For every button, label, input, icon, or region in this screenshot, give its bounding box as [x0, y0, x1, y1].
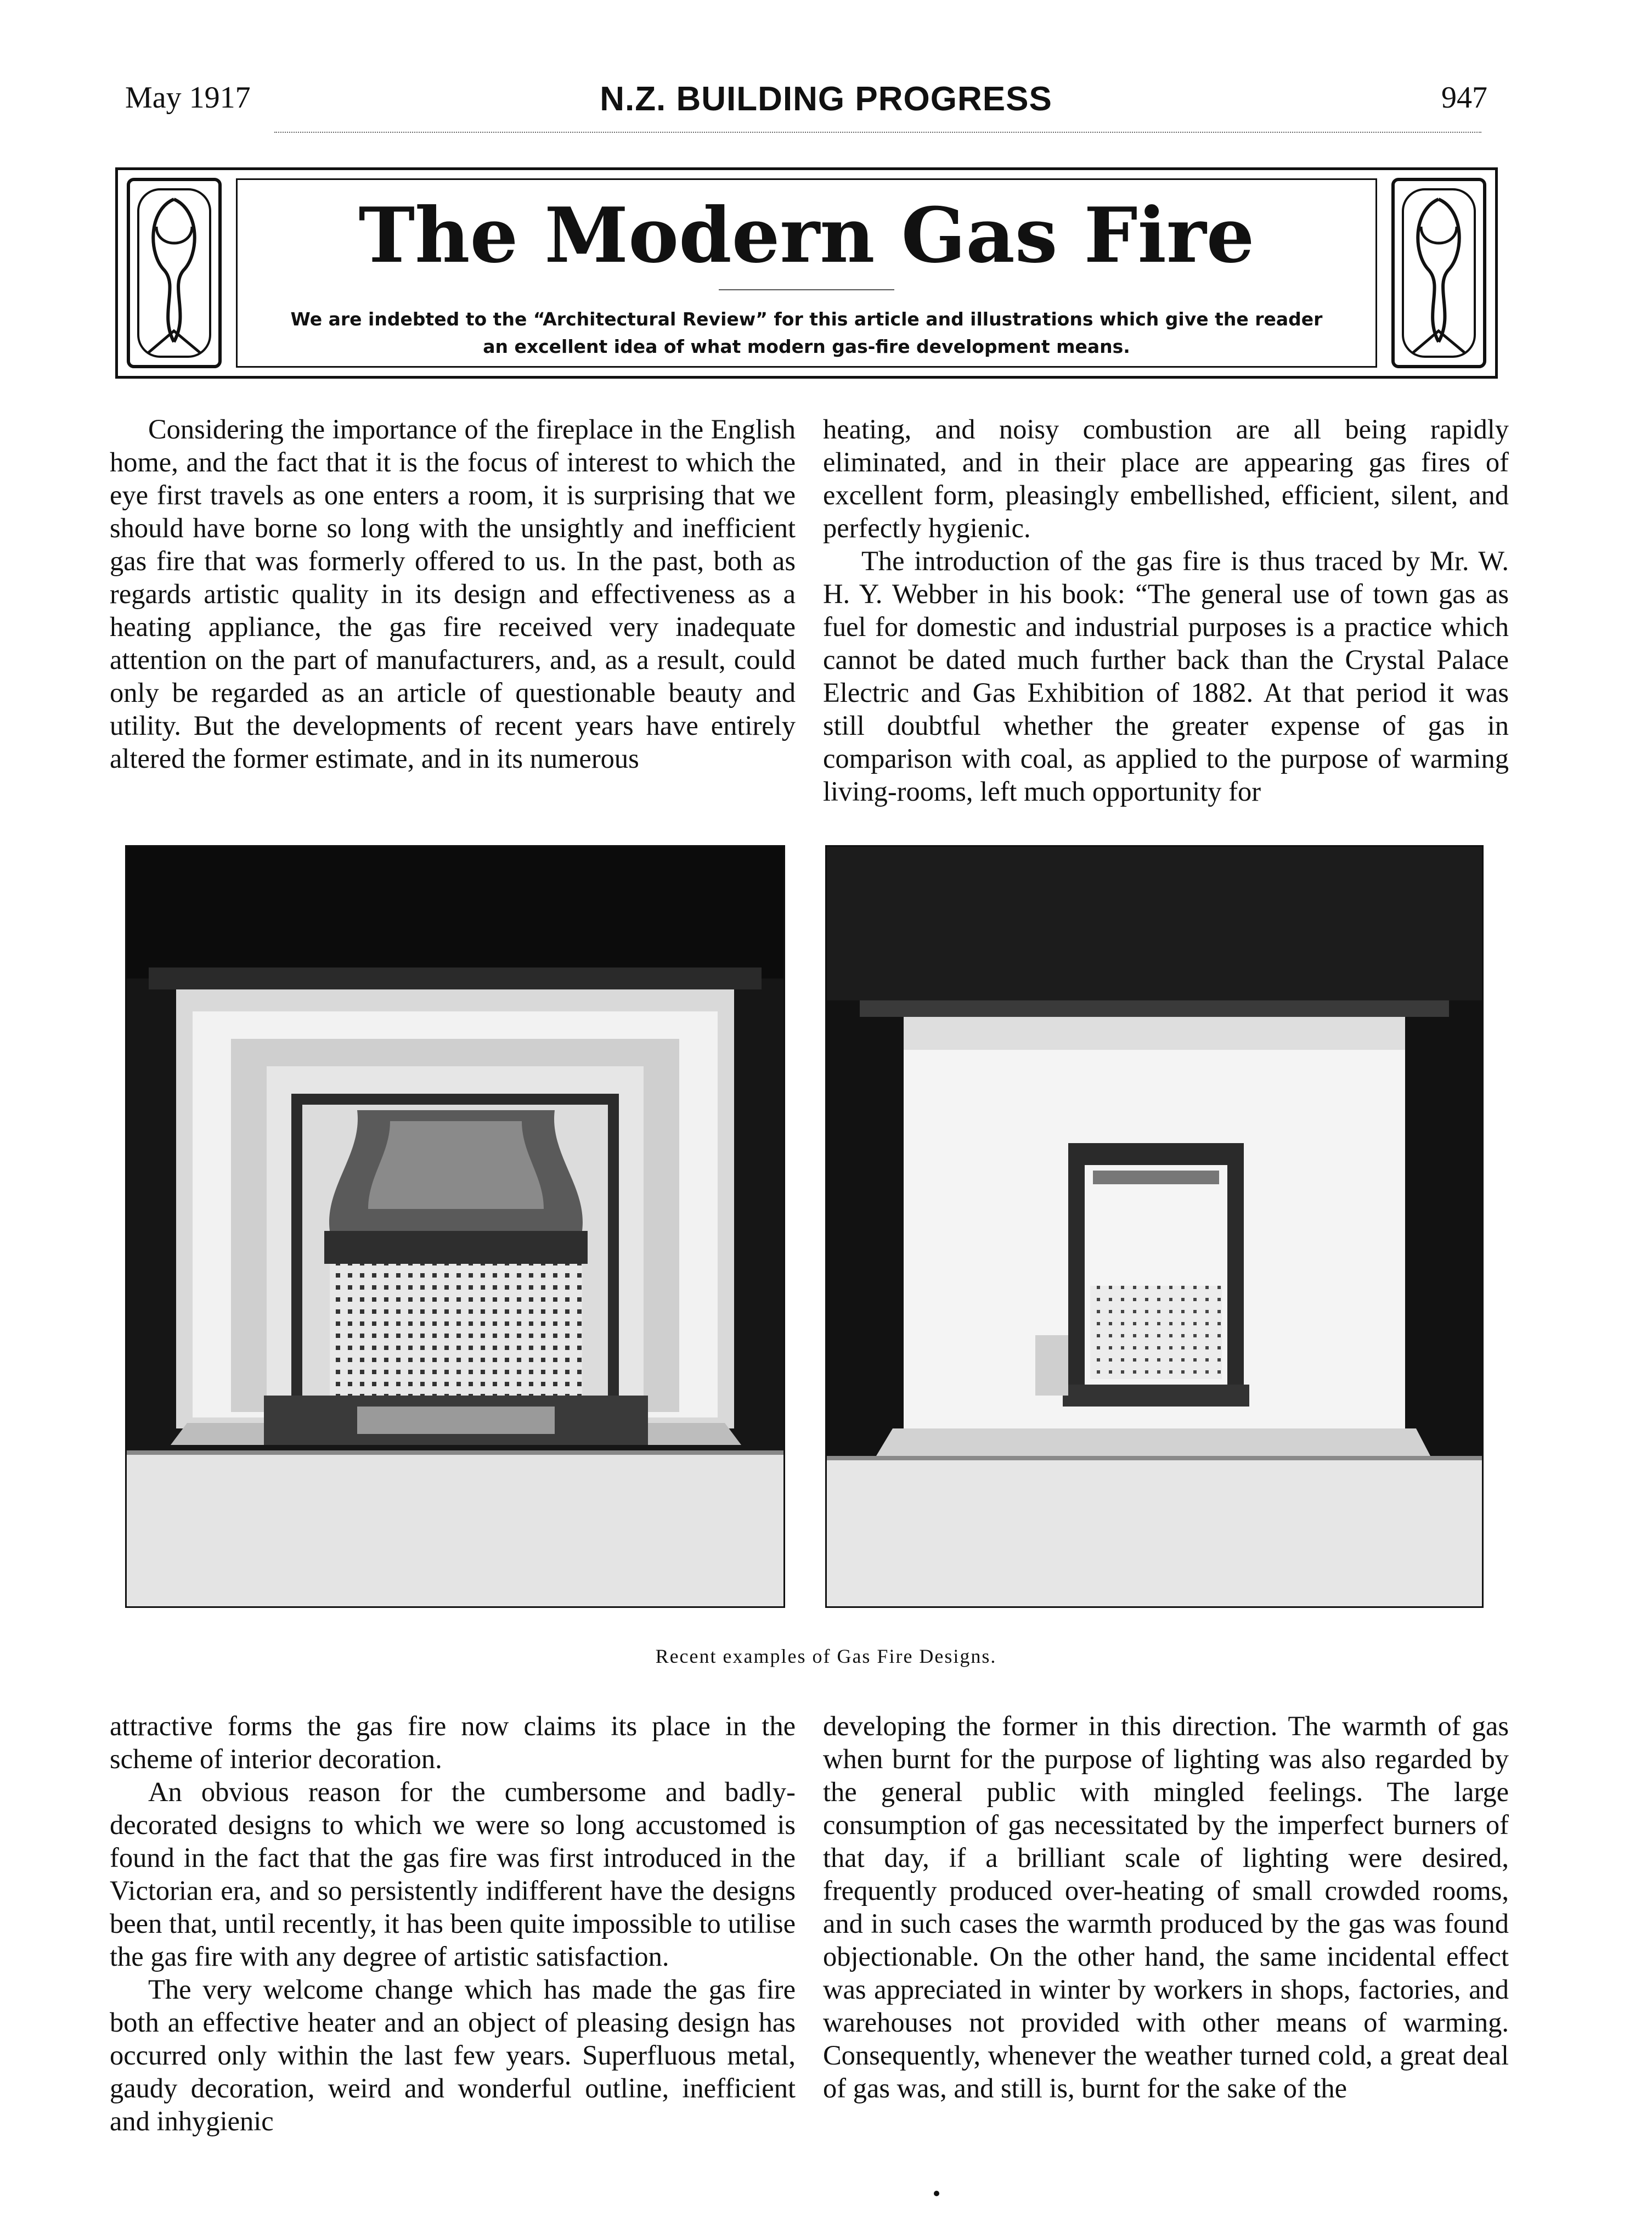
body-column-2 [823, 413, 1509, 808]
body-column-3 [110, 1709, 796, 2137]
paragraph: Considering the importance of the fireplace in the English home, and the fact that it is the focus of interest to which the eye first travels as one enters a room, it is surprising that we should have borne so long with the unsightly and inefficient gas fire that was formerly offered to us. In the past, both as regards artistic quality in its design and effectiveness as a heating appliance, the gas fire received very inadequate attention on the part of manufacturers, and, as a result, could only be regarded as an article of questionable beauty and utility. But the developments of recent years have entirely altered the former estimate, and in its numerous [110, 414, 796, 774]
title-panel [115, 167, 1498, 379]
gas-fire-photo-ornate [125, 845, 785, 1608]
body-column-1 [110, 413, 796, 775]
paragraph: The introduction of the gas fire is thus traced by Mr. W. H. Y. Webber in his book: “The general use of town gas as fuel for domestic and industrial purposes is a practice which cannot be dated much further back than the Crystal Palace Electric and Gas Exhibition of 1882. At that period it was still doubtful whether the greater expense of gas in comparison with coal, as applied to the purpose of warming living-rooms, left much opportunity for [823, 545, 1509, 807]
gas-fire-photo-modern-image [827, 847, 1482, 1606]
issue-date: May 1917 [125, 81, 251, 115]
title-underline [719, 289, 894, 290]
continuation-dot [934, 2191, 939, 2196]
gas-fire-photo-modern [825, 845, 1484, 1608]
paragraph: heating, and noisy combustion are all being rapidly eliminated, and in their place are appearing gas fires of excellent form, pleasingly embellished, efficient, silent, and perfectly hygienic. [823, 414, 1509, 543]
gas-fire-photo-ornate-image [127, 847, 783, 1606]
paragraph: attractive forms the gas fire now claims its place in the scheme of interior decoration. [110, 1711, 796, 1774]
body-column-4 [823, 1709, 1509, 2105]
paragraph: developing the former in this direction. The warmth of gas when burnt for the purpose of lighting was also regarded by the general public with mingled feelings. The large consumption of gas necessitated by the imperfect burners of that day, if a brilliant scale of lighting were desired, frequently produced over-heating of small crowded rooms, and in such cases the warmth produced by the gas was found objectionable. On the other hand, the same incidental effect was appreciated in winter by workers in shops, factories, and warehouses not provided with other means of warming. Consequently, whenever the weather turned cold, a great deal of gas was, and still is, burnt for the sake of the [823, 1711, 1509, 2103]
paragraph: The very welcome change which has made the gas fire both an effective heater and an object of pleasing design has occurred only within the last few years. Superfluous metal, gaudy decoration, weird and wonderful outline, inefficient and inhygienic [110, 1974, 796, 2136]
publication-title: N.Z. BUILDING PROGRESS [600, 80, 1052, 118]
figure-caption: Recent examples of Gas Fire Designs. [655, 1645, 997, 1667]
header-rule [274, 132, 1481, 133]
article-title: The Modern Gas Fire [358, 190, 1255, 280]
article-deck: We are indebted to the “Architectural Review” for this article and illustrations which give the reader an excellent idea of what modern gas-fire development means. [290, 308, 1323, 357]
paragraph: An obvious reason for the cumbersome and badly-decorated designs to which we were so long accustomed is found in the fact that the gas fire was first introduced in the Victorian era, and so persistently indifferent have the designs been that, until recently, it has been quite impossible to utilise the gas fire with any degree of artistic satisfaction. [110, 1776, 796, 1972]
page-number: 947 [1441, 81, 1487, 115]
